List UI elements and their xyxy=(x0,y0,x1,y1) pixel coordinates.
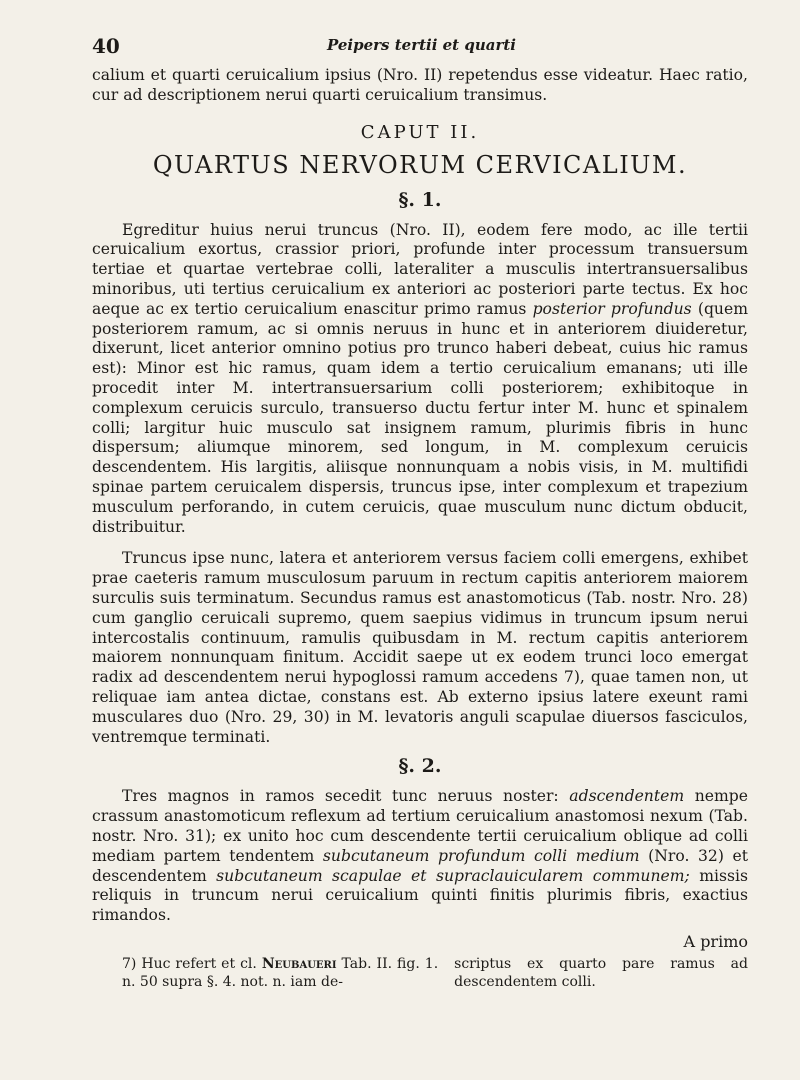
paragraph-1 xyxy=(92,221,748,538)
paragraph-3-italic-3: subcutaneum scapulae et supraclauicularem communem; xyxy=(216,866,690,885)
footnote-left-text-a: Huc refert et cl. xyxy=(136,955,262,972)
paragraph-3 xyxy=(92,787,748,926)
running-head: Peipers tertii et quarti xyxy=(327,36,516,54)
paragraph-1-text-a: Egreditur huius nerui truncus (Nro. II), eodem fere modo, ac ille tertii ceruicalium exortus, crassior priori, profunde inter processum transuersum tertiae et quartae vertebrae colli, lateraliter a musculis intertransuersalibus minoribus, uti tertius ceruicalium ex anteriori ac posteriori parte tectus. Ex hoc aeque ac ex tertio ceruicalium enascitur primo ramus xyxy=(92,220,748,318)
footnote-left-text-b: Tab. II. fig. 1. n. 50 supra §. 4. not. n. iam de- xyxy=(122,955,439,990)
paragraph-3-italic-2: subcutaneum profundum colli medium xyxy=(322,846,640,865)
page-header xyxy=(92,30,748,58)
paragraph-3-text-c: (Nro. 32) et descendentem xyxy=(92,846,749,885)
paragraph-2: Truncus ipse nunc, latera et anteriorem versus faciem colli emergens, exhibet prae caeteris ramum musculosum paruum in rectum capitis anteriorem maiorem surculis suis terminatum. Secundus ramus est anastomoticus (Tab. nostr. Nro. 28) cum ganglio ceruicali supremo, quem saepius vidimus in truncum ipsum nerui intercostalis continuum, ramulis quibusdam in M. rectum capitis anteriorem maiorem nonnunquam finitum. Accidit saepe ut ex eodem trunci loco emergat radix ad descendentem nerui hypoglossi ramum accedens 7), quae tamen non, ut reliquae iam antea dictae, constans est. Ab externo ipsius latere exeunt rami musculares duo (Nro. 29, 30) in M. levatoris anguli scapulae diuersos fasciculos, ventremque terminati. xyxy=(92,549,748,746)
paragraph-1-text-b: (quem posteriorem ramum, ac si omnis neruus in hunc et in anteriorem diuideretur, dixerunt, licet anterior omnino potius pro trunco haberi debeat, cuius hic ramus est): Minor est hic ramus, quam idem a tertio ceruicalium emanans; uti ille procedit inter M. intertransuersarium colli posteriorem; exhibitoque in complexum ceruicis surculo, transuerso ductu fertur inter M. hunc et spinalem colli; largitur huic musculo sat insignem ramum, plurimis fibris in hunc dispersum; aliumque minorem, sed longum, in M. complexum ceruicis descendentem. His largitis, aliisque nonnunquam a nobis visis, in M. multifidi spinae partem ceruicalem dispersis, truncus ipse, inter complexum et trapezium musculum perforando, in cutem ceruicis, quae musculum nunc dictum obducit, distribuitur. xyxy=(92,299,748,536)
footnote-right-column: scriptus ex quarto pare ramus ad descendentem colli. xyxy=(454,955,748,990)
chapter-label: CAPUT II. xyxy=(360,121,480,143)
footnote-author: Neubaueri xyxy=(261,955,337,972)
footnote-marker: 7) xyxy=(122,955,137,972)
section-mark-2: §. 2. xyxy=(398,755,442,778)
footnote-left-column xyxy=(122,955,438,991)
paragraph-3-text-b: nempe crassum anastomoticum reflexum ad tertium ceruicalium anastomosi nexum (Tab. nostr. Nro. 31); ex unito hoc cum descendente tertii ceruicalium oblique ad colli mediam partem tendentem xyxy=(92,787,748,865)
page-number: 40 xyxy=(92,34,120,58)
carryover-paragraph: calium et quarti ceruicalium ipsius (Nro. II) repetendus esse videatur. Haec ratio, cur ad descriptionem nerui quarti ceruicalium transimus. xyxy=(92,66,748,104)
paragraph-3-italic-1: adscendentem xyxy=(569,787,685,806)
paragraph-1-italic: posterior profundus xyxy=(532,299,692,318)
chapter-title: QUARTUS NERVORUM CERVICALIUM. xyxy=(152,150,688,179)
footnote xyxy=(92,955,748,991)
catchword: A primo xyxy=(683,931,748,951)
section-mark-1: §. 1. xyxy=(398,188,442,211)
paragraph-3-text-d: missis reliquis in truncum nerui ceruicalium quinti finitis plurimis fibris, exactius rimandos. xyxy=(92,866,748,925)
paragraph-3-text-a: Tres magnos in ramos secedit tunc neruus noster: xyxy=(122,787,570,806)
paragraph-gap xyxy=(92,537,748,549)
